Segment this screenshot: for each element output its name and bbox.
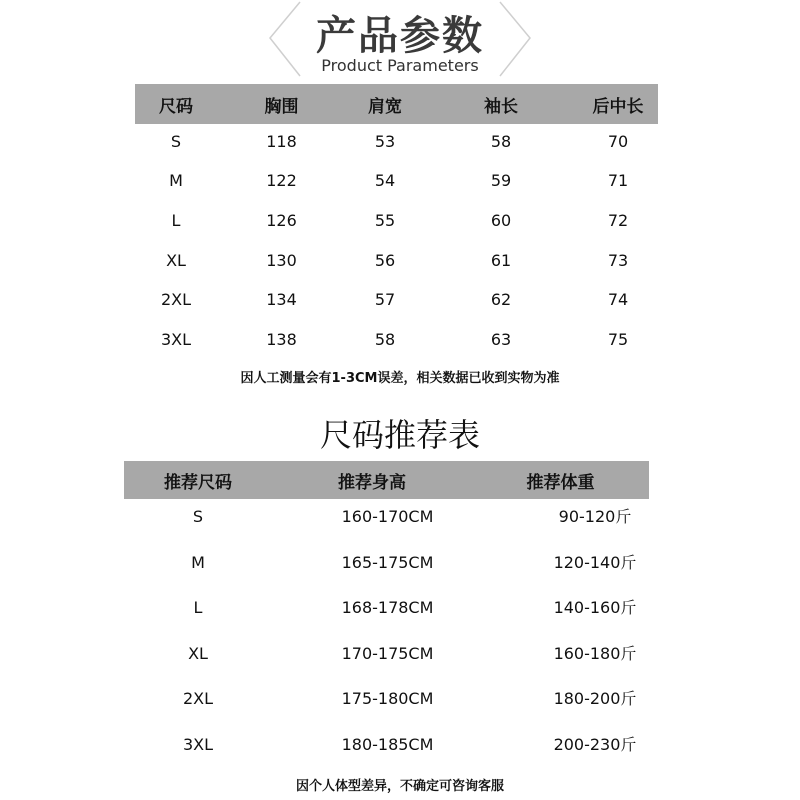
params-cell: 53 [374,131,396,151]
params-cell: 72 [607,210,629,230]
params-cell: 57 [374,290,396,310]
params-cell: 56 [374,250,396,270]
recommend-title: 尺码推荐表 [319,416,480,454]
params-cell: 118 [266,131,297,151]
params-cell: XL [166,250,186,270]
params-cell: 62 [490,290,512,310]
recommend-cell: 168-178CM [341,598,434,618]
params-table-header [135,84,658,124]
params-cell: 134 [266,290,297,310]
recommend-cell: 170-175CM [341,643,434,663]
params-table-row [135,207,658,233]
params-cell: 58 [490,131,512,151]
recommend-col-height: 推荐身高 [338,472,406,493]
recommend-cell: 180-200斤 [553,689,637,709]
recommend-cell: 3XL [182,735,214,754]
params-cell: 75 [607,330,629,349]
recommend-cell: 160-170CM [341,507,434,526]
params-table-row [135,128,658,154]
recommend-table-row [0,550,800,576]
recommend-table-row [0,504,800,530]
recommend-cell: 2XL [182,689,214,709]
params-cell: 138 [266,330,297,349]
params-col-length: 后中长 [592,96,644,117]
params-col-size: 尺码 [159,96,193,117]
page-title: 产品参数 [316,13,484,59]
recommend-col-size: 推荐尺码 [164,472,232,493]
params-cell: 63 [490,330,512,349]
params-col-chest: 胸围 [264,96,299,117]
recommend-col-weight: 推荐体重 [526,472,595,493]
recommend-cell: 165-175CM [341,552,434,572]
params-cell: 70 [607,131,629,151]
params-cell: S [170,131,182,151]
params-cell: 73 [607,250,629,270]
params-note: 因人工测量会有1-3CM误差，相关数据已收到实物为准 [240,371,560,386]
params-col-shoulder: 肩宽 [368,96,402,117]
params-table-row [135,327,658,353]
recommend-table-row [0,686,800,712]
page-header [0,0,800,82]
recommend-cell: 180-185CM [341,735,434,754]
params-table-row [135,247,658,273]
params-col-sleeve: 袖长 [484,96,518,117]
params-cell: 71 [607,171,629,191]
params-table-row [135,287,658,313]
recommend-cell: 140-160斤 [553,598,637,618]
params-table-row [135,168,658,194]
recommend-table-header [124,461,649,499]
params-cell: 2XL [160,290,192,310]
params-cell: L [171,210,181,230]
recommend-cell: L [193,598,203,618]
params-cell: 74 [607,290,629,310]
params-cell: M [169,171,183,191]
params-cell: 59 [490,171,512,191]
recommend-note: 因个人体型差异，不确定可咨询客服 [295,779,504,794]
recommend-cell: S [192,507,204,526]
recommend-table-row [0,732,800,758]
params-cell: 58 [374,330,396,349]
recommend-cell: M [191,552,205,572]
recommend-cell: 200-230斤 [553,735,637,754]
recommend-cell: 90-120斤 [558,507,632,526]
params-cell: 61 [490,250,512,270]
recommend-cell: XL [188,643,208,663]
params-cell: 60 [490,210,512,230]
params-cell: 54 [374,171,396,191]
recommend-cell: 160-180斤 [553,643,637,663]
page-subtitle: Product Parameters [321,56,479,75]
recommend-table-row [0,595,800,621]
params-cell: 55 [374,210,396,230]
params-cell: 122 [266,171,297,191]
params-cell: 130 [266,250,297,270]
recommend-cell: 120-140斤 [553,552,637,572]
params-cell: 126 [266,210,297,230]
recommend-cell: 175-180CM [341,689,434,709]
recommend-table-row [0,641,800,667]
params-cell: 3XL [160,330,192,349]
